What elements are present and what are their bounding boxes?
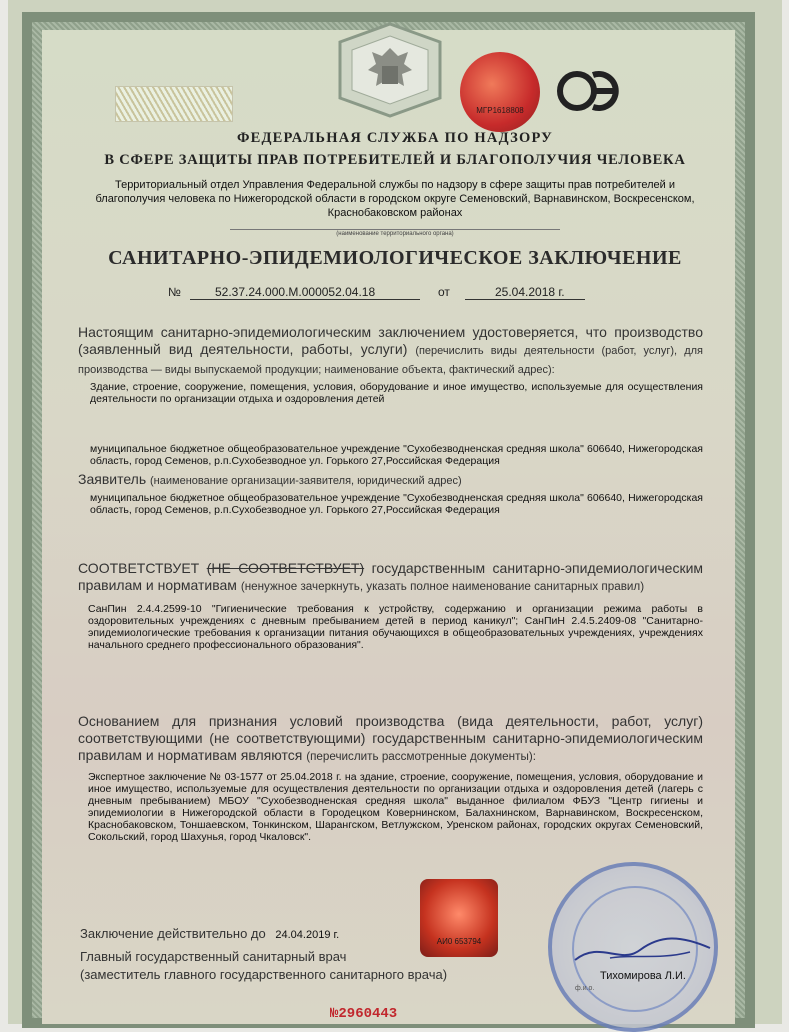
signer-name: Тихомирова Л.И. (600, 970, 686, 982)
applicant-address: муниципальное бюджетное общеобразовательное учреждение "Сухобезводненская средняя школа" 606640, Нижегородская область, город Семенов, р.п.Сухобезводное ул. Горького 27,Российская Федерация (90, 492, 703, 516)
document-date: 25.04.2018 г. (495, 285, 565, 299)
coat-of-arms-icon (330, 22, 450, 118)
document-title: САНИТАРНО-ЭПИДЕМИОЛОГИЧЕСКОЕ ЗАКЛЮЧЕНИЕ (108, 247, 682, 269)
guilloche-pattern (115, 86, 233, 122)
valid-date: 24.04.2019 г. (275, 929, 340, 941)
declaration-text: государственным санитарно-эпидемиологическим правилам и нормативам (78, 560, 704, 593)
not-conforms-text: (НЕ СООТВЕТСТВУЕТ) (206, 560, 365, 576)
expert-conclusion: Экспертное заключение № 03-1577 от 25.04.2018 г. на здание, строение, сооружение, помещения, условия, оборудование и иное имущество, используемые для осуществления деятельности по организации отдыха и оздоровления детей (лагерь с дневным пребыванием) МБОУ "Сухобезводненская средняя школа" выданное филиалом ФБУЗ "Центр гигиены и эпидемиологии в Нижегородской области в Городецком Ковернинском, Балахнинском, Варнавинском, Воскресенском, Краснобаковском, Тоншаевском, Тонкинском, Шарангском, Ветлужском, Уренском районах, городских округах Семеновский, Сокольский, город Шахунья, город Чкаловск". (88, 771, 703, 843)
se-logo-icon (555, 66, 625, 116)
sanitary-rules: СанПин 2.4.4.2599-10 "Гигиенические требования к устройству, содержанию и организации режима работы в оздоровительных учреждениях с дневным пребыванием детей в период каникул"; СанПиН 2.4.5.2409-08 "Санитарно-эпидемиологические требования к организации питания обучающихся в общеобразовательных учреждениях, учреждениях начального среднего профессионального образования". (88, 603, 703, 651)
conforms-text: СООТВЕТСТВУЕТ (78, 560, 200, 576)
date-label: от (438, 285, 450, 299)
hologram-sticker (460, 52, 540, 132)
doctor-deputy-title: (заместитель главного государственного санитарного врача) (80, 967, 448, 982)
intro-text: Настоящим санитарно-эпидемиологическим заключением удостоверяется, что производство (заявленный вид деятельности, работы, услуги) (78, 324, 703, 357)
signer-hint: ф.и.о. (575, 985, 595, 992)
declaration-paragraph (78, 560, 703, 651)
hologram-code: МГР1618808 (476, 106, 524, 115)
document-number: 52.37.24.000.М.000052.04.18 (215, 285, 376, 299)
agency-line-1: ФЕДЕРАЛЬНАЯ СЛУЖБА ПО НАДЗОРУ (236, 130, 553, 146)
department-name: Территориальный отдел Управления Федеральной службы по надзору в сфере защиты прав потребителей и благополучия человека по Нижегородской области в городском округе Семеновский, Варнавинском, Воскресенском, Краснобаковском районах (95, 179, 695, 219)
applicant-row (78, 471, 703, 490)
doctor-title: Главный государственный санитарный врач (80, 949, 347, 964)
basis-text: Основанием для признания условий производства (вида деятельности, работ, услуг) соответствующими (не соответствующими) государственным санитарно-эпидемиологическим правилам и нормативам являются (78, 713, 703, 763)
number-label: № (168, 285, 181, 299)
intro-paragraph (78, 324, 703, 516)
signature-icon (570, 930, 720, 970)
applicant-hint: (наименование организации-заявителя, юридический адрес) (150, 475, 462, 487)
hologram-2-code: АИ0 653794 (436, 937, 482, 946)
basis-hint: (перечислить рассмотренные документы): (306, 750, 536, 763)
validity-row (80, 926, 339, 941)
intro-hint: (перечислить виды деятельности (работ, услуг), для производства — виды выпускаемой продукции; наименование объекта, фактический адрес): (78, 345, 703, 376)
hologram-sticker-2 (420, 879, 498, 957)
serial-number: №2960443 (330, 1006, 398, 1022)
object-description: Здание, строение, сооружение, помещения, условия, оборудование и иное имущество, используемые для осуществления деятельности по организации отдыха и оздоровления детей (90, 381, 703, 405)
declaration-hint: (ненужное зачеркнуть, указать полное наименование санитарных правил) (240, 580, 645, 593)
valid-label: Заключение действительно до (80, 926, 266, 941)
basis-paragraph (78, 713, 703, 843)
department-note: (наименование территориального органа) (230, 229, 560, 237)
agency-line-2: В СФЕРЕ ЗАЩИТЫ ПРАВ ПОТРЕБИТЕЛЕЙ И БЛАГОПОЛУЧИЯ ЧЕЛОВЕКА (104, 152, 686, 168)
object-address: муниципальное бюджетное общеобразовательное учреждение "Сухобезводненская средняя школа" 606640, Нижегородская область, город Семенов, р.п.Сухобезводное ул. Горького 27,Российская Федерация (90, 443, 703, 467)
applicant-label: Заявитель (78, 471, 147, 487)
